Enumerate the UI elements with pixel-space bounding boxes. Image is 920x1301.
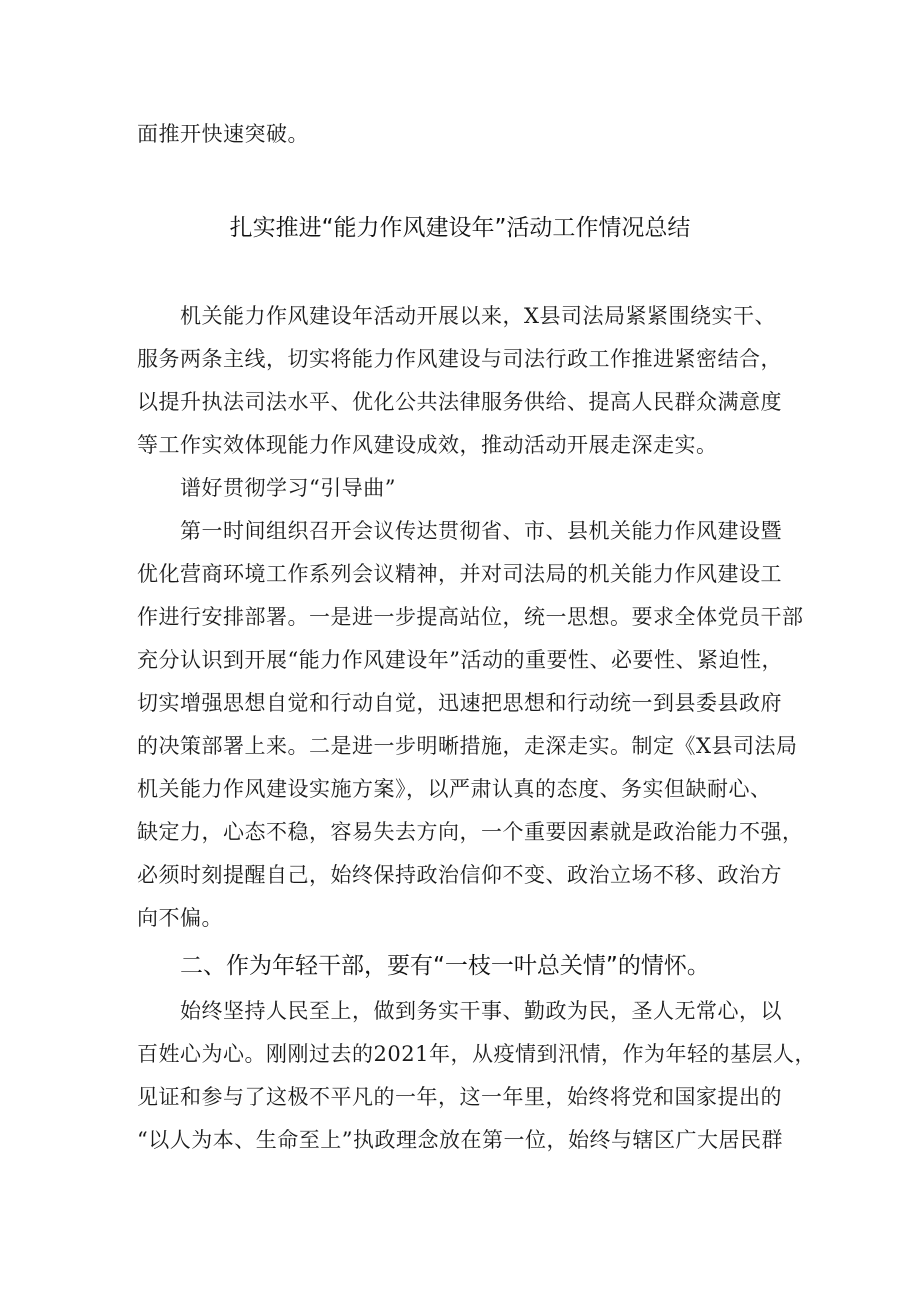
paragraph2-line: 切实增强思想自觉和行动自觉，迅速把思想和行动统一到县委县政府 bbox=[137, 691, 782, 715]
paragraph2-line: 必须时刻提醒自己，始终保持政治信仰不变、政治立场不移、政治方 bbox=[137, 863, 782, 887]
paragraph2-line: 的决策部署上来。二是进一步明晰措施，走深走实。制定《X县司法局 bbox=[137, 734, 798, 758]
paragraph3-line: “以人为本、生命至上”执政理念放在第一位，始终与辖区广大居民群 bbox=[137, 1128, 783, 1152]
document-title: 扎实推进“能力作风建设年”活动工作情况总结 bbox=[229, 215, 691, 241]
paragraph2-line: 第一时间组织召开会议传达贯彻省、市、县机关能力作风建设暨 bbox=[180, 519, 782, 543]
paragraph1-line: 等工作实效体现能力作风建设成效，推动活动开展走深走实。 bbox=[137, 433, 718, 457]
paragraph1-line: 机关能力作风建设年活动开展以来，X县司法局紧紧围绕实干、 bbox=[180, 304, 776, 328]
paragraph3-line: 始终坚持人民至上，做到务实干事、勤政为民，圣人无常心，以 bbox=[180, 999, 782, 1023]
top-fragment-text: 面推开快速突破。 bbox=[137, 122, 309, 146]
paragraph2-line: 缺定力，心态不稳，容易失去方向，一个重要因素就是政治能力不强， bbox=[137, 820, 804, 844]
paragraph2-line: 作进行安排部署。一是进一步提高站位，统一思想。要求全体党员干部 bbox=[137, 605, 804, 629]
subheading-guide: 谱好贯彻学习“引导曲” bbox=[180, 476, 396, 500]
paragraph2-line: 充分认识到开展“能力作风建设年”活动的重要性、必要性、紧迫性， bbox=[137, 648, 783, 672]
paragraph2-line: 向不偏。 bbox=[137, 906, 223, 930]
paragraph1-line: 服务两条主线，切实将能力作风建设与司法行政工作推进紧密结合， bbox=[137, 347, 782, 371]
paragraph3-line: 百姓心为心。刚刚过去的2021年，从疫情到汛情，作为年轻的基层人， bbox=[137, 1042, 816, 1066]
paragraph3-line: 见证和参与了这极不平凡的一年，这一年里，始终将党和国家提出的 bbox=[137, 1085, 782, 1109]
paragraph1-line: 以提升执法司法水平、优化公共法律服务供给、提高人民群众满意度 bbox=[137, 390, 782, 414]
paragraph2-line: 优化营商环境工作系列会议精神，并对司法局的机关能力作风建设工 bbox=[137, 562, 782, 586]
paragraph2-line: 机关能力作风建设实施方案》，以严肃认真的态度、务实但缺耐心、 bbox=[137, 777, 772, 801]
section-heading-2: 二、作为年轻干部，要有“一枝一叶总关情”的情怀。 bbox=[180, 953, 710, 979]
